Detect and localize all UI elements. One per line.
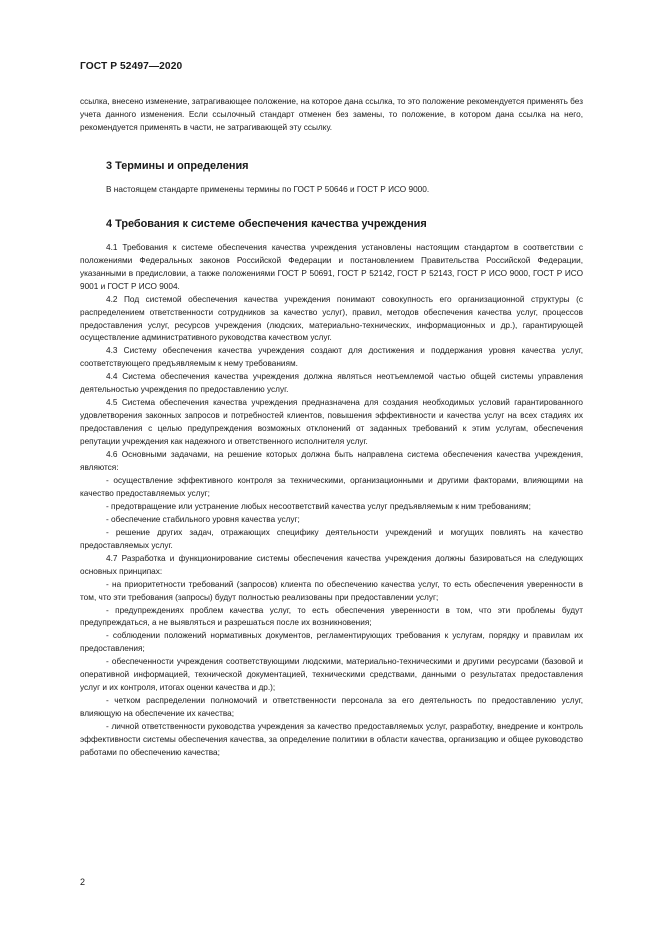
section-3-text: В настоящем стандарте применены термины по ГОСТ Р 50646 и ГОСТ Р ИСО 9000. xyxy=(106,184,430,194)
list-item: - предотвращение или устранение любых несоответствий качества услуг предъявляемым к ним требованиям; xyxy=(106,501,531,511)
list-item: - личной ответственности руководства учреждения за качество предоставляемых услуг, разработку, внедрение и контроль эффективности системы обеспечения качества, за определение политики в области качества, организацию и общее руководство работами по обеспечению качества; xyxy=(80,722,583,757)
clause-4-4: 4.4 Система обеспечения качества учреждения должна являться неотъемлемой частью общей системы управления деятельностью учреждения по предоставлению услуг. xyxy=(80,372,583,395)
page-number: 2 xyxy=(80,877,86,887)
list-item: - осуществление эффективного контроля за техническими, организационными и другими факторами, влияющими на качество предоставляемых услуг; xyxy=(80,475,583,498)
clause-4-6: 4.6 Основными задачами, на решение которых должна быть направлена система обеспечения качества учреждения, являются: xyxy=(80,450,583,473)
document-header: ГОСТ Р 52497—2020 xyxy=(80,61,183,72)
section-3-title: 3 Термины и определения xyxy=(106,159,249,172)
list-item: - предупреждениях проблем качества услуг, то есть обеспечения уверенности в том, что эти проблемы будут предупреждаться, а не выявляться и разрешаться после их возникновения; xyxy=(80,605,583,628)
clause-4-7: 4.7 Разработка и функционирование системы обеспечения качества учреждения должны базироваться на следующих основных принципах: xyxy=(80,553,583,576)
list-item: - соблюдении положений нормативных документов, регламентирующих требования к услугам, порядку и правилам их предоставления; xyxy=(80,631,583,654)
list-item: - четком распределении полномочий и ответственности персонала за его деятельность по предоставлению услуг, влияющую на обеспечение их качества; xyxy=(80,696,583,719)
document-body xyxy=(80,96,583,760)
clause-4-3: 4.3 Систему обеспечения качества учреждения создают для достижения и поддержания уровня качества услуг, соответствующего предъявляемым к нему требованиям. xyxy=(80,346,583,369)
clause-4-2: 4.2 Под системой обеспечения качества учреждения понимают совокупность его организационной структуры (с распределением ответственности сотрудников за качество услуг), правил, методов обеспечения качества услуг, процессов предоставления услуг, ресурсов учреждения (людских, материально-технических, информационных и др.), гарантирующей осуществление административного руководства качеством услуг. xyxy=(80,294,583,343)
list-item: - обеспечение стабильного уровня качества услуг; xyxy=(106,514,300,524)
list-item: - на приоритетности требований (запросов) клиента по обеспечению качества услуг, то есть обеспечения уверенности в том, что эти требования (запросы) будут полностью реализованы при предоставлении услуг; xyxy=(80,579,583,602)
clause-4-5: 4.5 Система обеспечения качества учреждения предназначена для создания необходимых условий гарантированного удовлетворения законных запросов и потребностей клиентов, повышения эффективности и качества услуг на всех стадиях их предоставления с целью предупреждения возможных отклонений от заданных требований к этим услугам, обеспечения репутации учреждения как надежного и ответственного исполнителя услуг. xyxy=(80,398,583,447)
list-item: - обеспеченности учреждения соответствующими людскими, материально-техническими и другими ресурсами (базовой и оперативной информацией, технической документацией, техническими средствами, данными о результатах предоставления услуг и их контроля, итогах оценки качества и др.); xyxy=(80,657,583,693)
intro-paragraph: ссылка, внесено изменение, затрагивающее положение, на которое дана ссылка, то это положение рекомендуется применять без учета данного изменения. Если ссылочный стандарт отменен без замены, то положение, в котором дана ссылка на него, рекомендуется применять в части, не затрагивающей эту ссылку. xyxy=(80,97,583,132)
list-item: - решение других задач, отражающих специфику деятельности учреждений и могущих повлиять на качество предоставляемых услуг. xyxy=(80,527,583,550)
clause-4-1: 4.1 Требования к системе обеспечения качества учреждения установлены настоящим стандартом в соответствии с положениями Федеральных законов Российской Федерации и постановлением Правительства Российской Федерации, указанными в предисловии, а также положениями ГОСТ Р 50691, ГОСТ Р 52142, ГОСТ Р 52143, ГОСТ Р ИСО 9000, ГОСТ Р ИСО 9001 и ГОСТ Р ИСО 9004. xyxy=(80,242,583,291)
section-4-title: 4 Требования к системе обеспечения качества учреждения xyxy=(106,217,427,230)
